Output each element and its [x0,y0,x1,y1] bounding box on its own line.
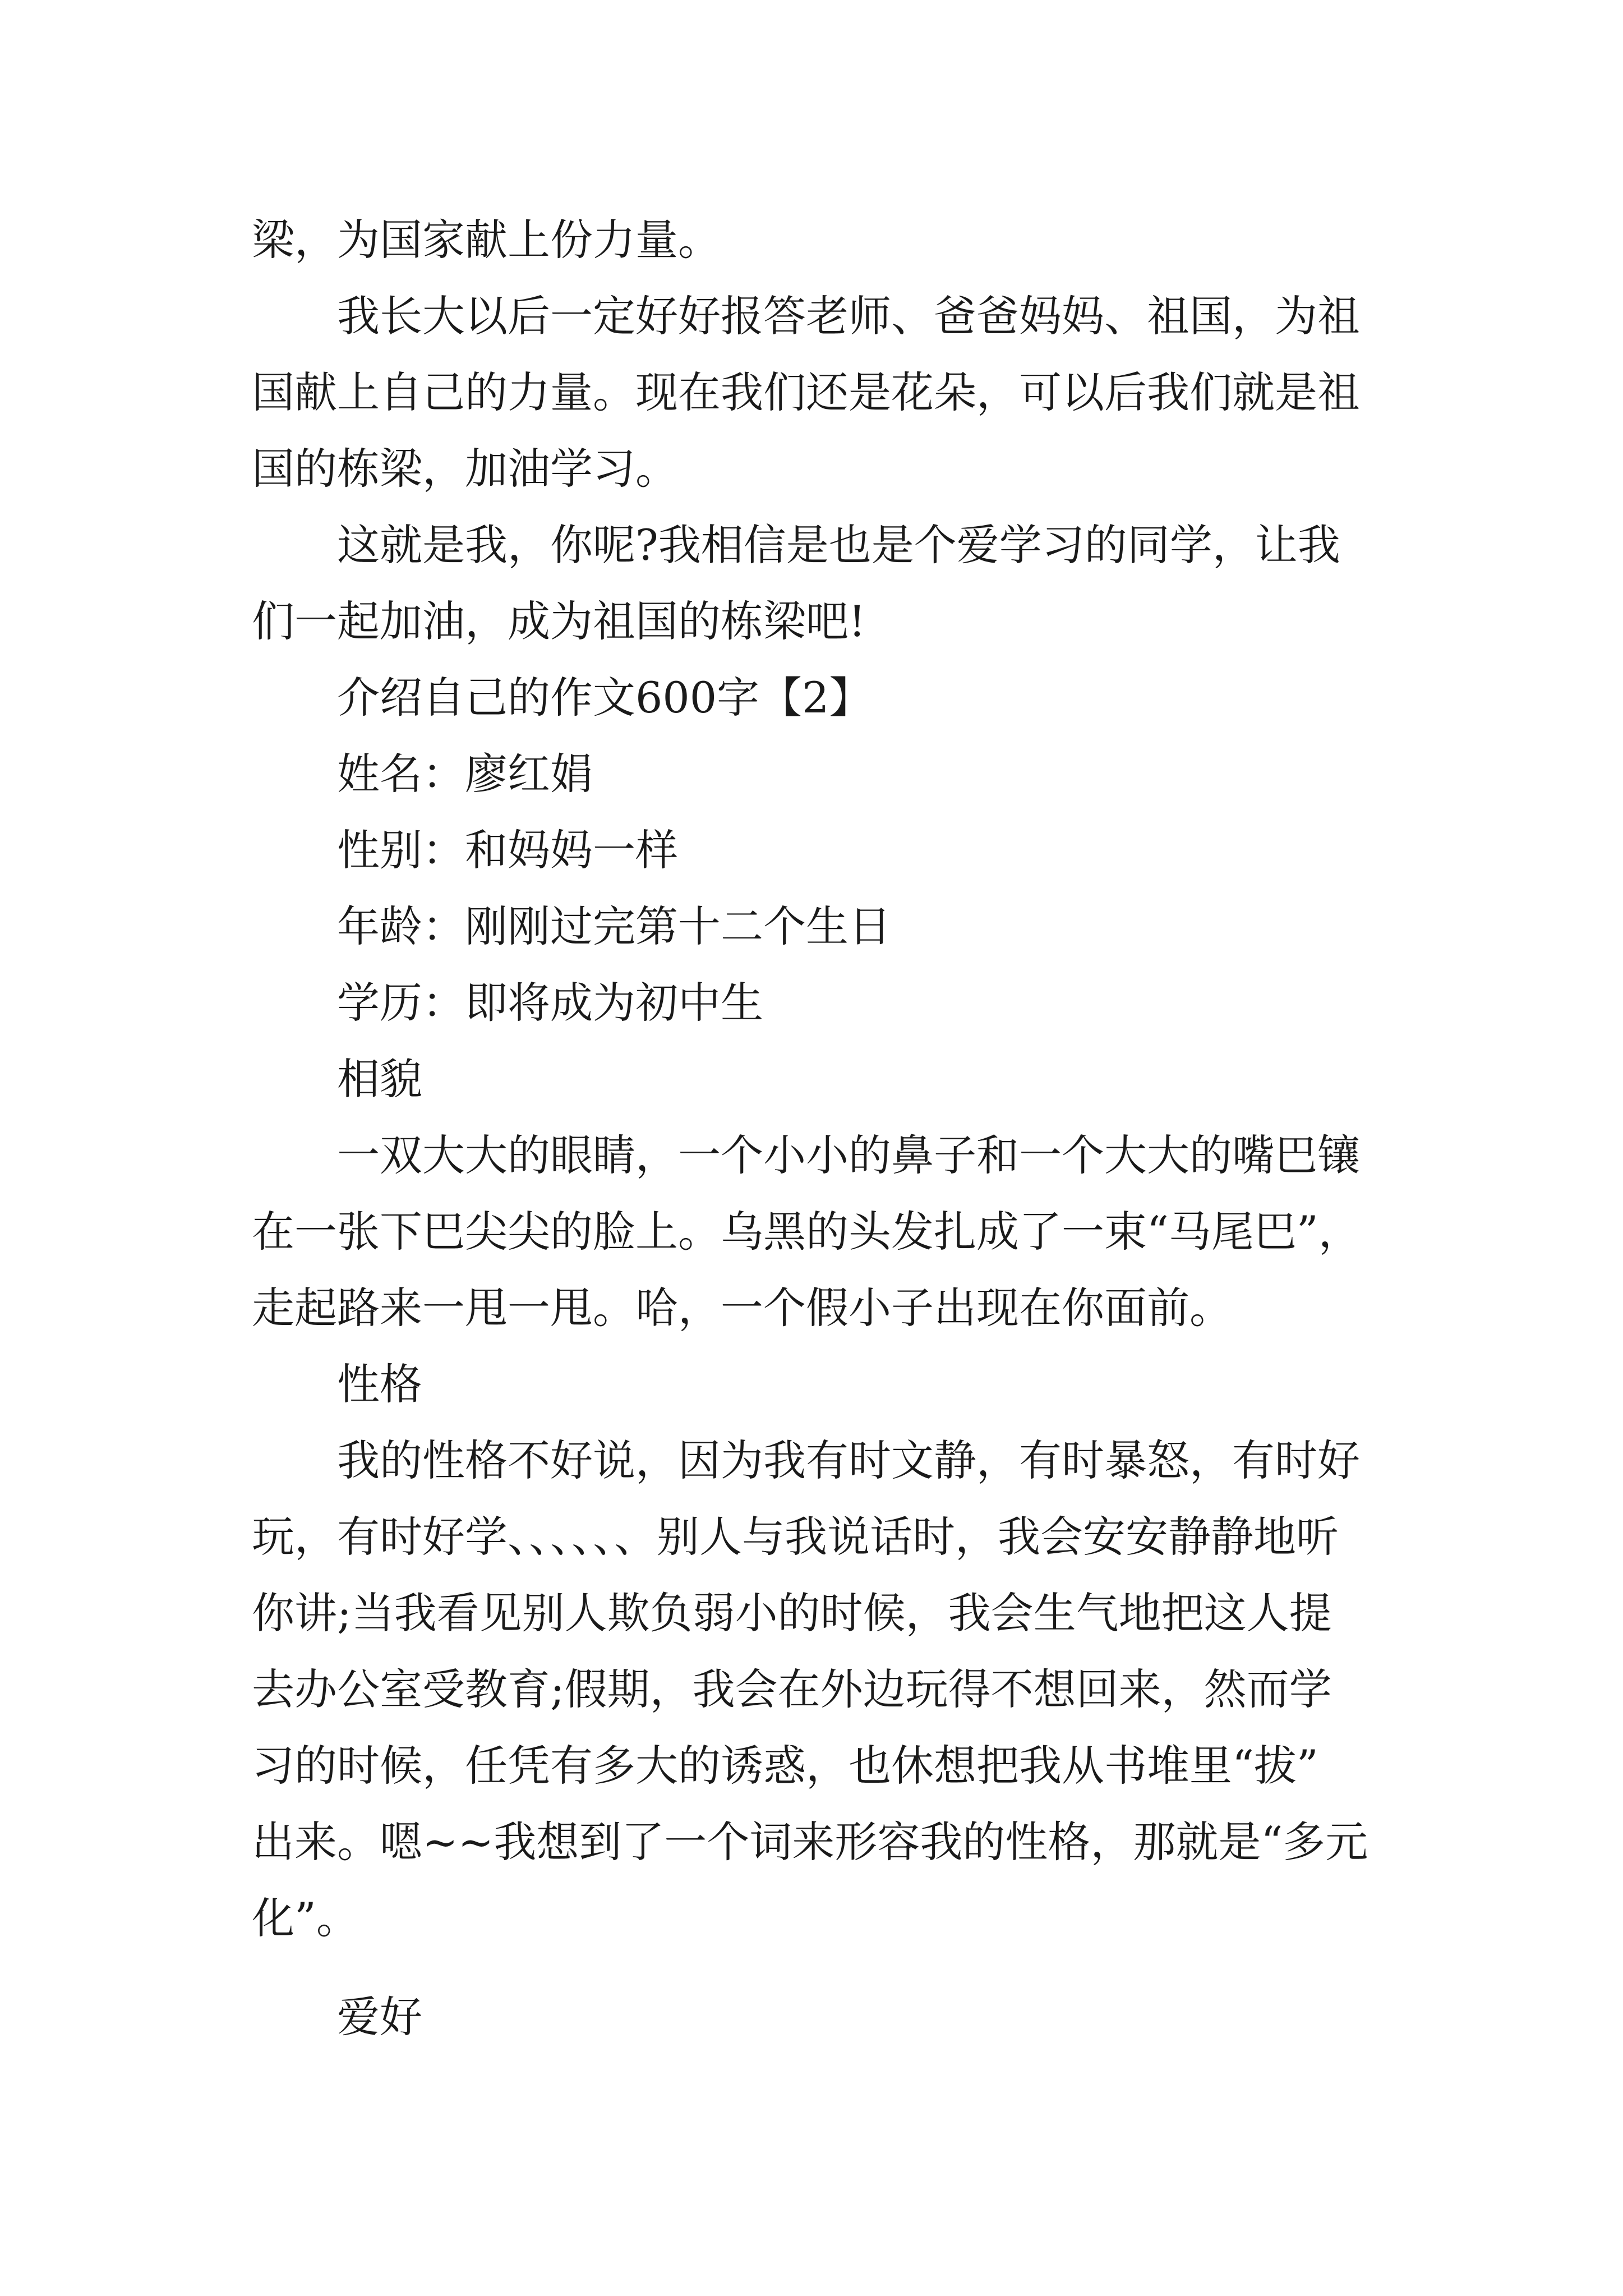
info-name: 姓名：廖红娟 [337,749,593,799]
subheading-hobbies: 爱好 [337,1992,422,2042]
paragraph-start: 这就是我，你呢?我相信是也是个爱学习的同学，让我 [337,520,1340,570]
text-line: 们一起加油，成为祖国的栋梁吧! [252,596,866,646]
text-line: 走起路来一甩一甩。哈，一个假小子出现在你面前。 [252,1283,1232,1333]
info-education: 学历：即将成为初中生 [337,978,763,1028]
paragraph-start: 我长大以后一定好好报答老师、爸爸妈妈、祖国，为祖 [337,291,1360,341]
text-line: 国的栋梁，加油学习。 [252,444,678,494]
text-line: 去办公室受教育;假期，我会在外边玩得不想回来，然而学 [252,1664,1332,1714]
paragraph-start: 我的性格不好说，因为我有时文静，有时暴怒，有时好 [337,1435,1360,1485]
text-line: 梁，为国家献上份力量。 [252,215,721,265]
paragraph-start: 一双大大的眼睛，一个小小的鼻子和一个大大的嘴巴镶 [337,1130,1360,1180]
info-gender: 性别：和妈妈一样 [337,825,678,875]
section-heading: 介绍自己的作文600字【2】 [337,673,872,723]
subheading-appearance: 相貌 [337,1054,422,1104]
text-line: 在一张下巴尖尖的脸上。乌黑的头发扎成了一束“马尾巴”， [252,1207,1361,1257]
text-line: 出来。嗯~~我想到了一个词来形容我的性格，那就是“多元 [252,1817,1368,1867]
text-line: 你讲;当我看见别人欺负弱小的时候，我会生气地把这人提 [252,1588,1332,1638]
info-age: 年龄：刚刚过完第十二个生日 [337,901,891,951]
text-line: 玩，有时好学、、、、、、别人与我说话时，我会安安静静地听 [252,1512,1339,1562]
text-line: 化”。 [252,1893,359,1943]
subheading-personality: 性格 [337,1359,422,1409]
text-line: 习的时候，任凭有多大的诱惑，也休想把我从书堆里“拔” [252,1741,1318,1791]
essay-body [252,202,1385,2055]
text-line: 国献上自己的力量。现在我们还是花朵，可以后我们就是祖 [252,367,1360,417]
